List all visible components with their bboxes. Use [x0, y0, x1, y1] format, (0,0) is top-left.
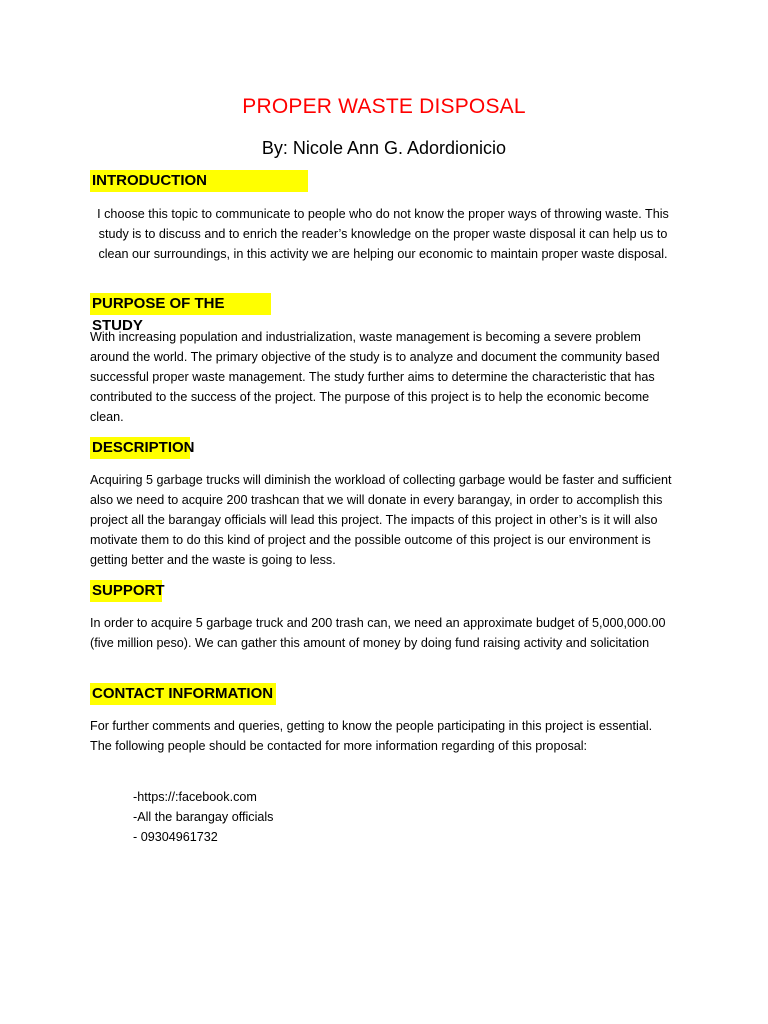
introduction-paragraph: I choose this topic to communicate to people who do not know the proper ways of throwing waste. This study is to discuss and to enrich the reader’s knowledge on the proper waste disposal it can help us to clean our surroundings, in this activity we are helping our economic to maintain proper waste disposal.: [97, 207, 669, 261]
contact-list: [133, 787, 273, 847]
heading-purpose: PURPOSE OF THE STUDY: [90, 293, 271, 315]
contact-item-officials: -All the barangay officials: [133, 810, 274, 824]
description-paragraph: Acquiring 5 garbage trucks will diminish the workload of collecting garbage would be faster and sufficient also we need to acquire 200 trashcan that we will donate in every barangay, in order to accomplish this project all the barangay officials will lead this project. The impacts of this project in other’s is it will also motivate them to do this kind of project and the possible outcome of this project is our environment is getting better and the waste is going to less.: [90, 473, 672, 567]
contact-item-phone: - 09304961732: [133, 830, 218, 844]
purpose-paragraph: With increasing population and industrialization, waste management is becoming a severe problem around the world. The primary objective of the study is to analyze and document the community based successful proper waste management. The study further aims to determine the characteristic that has contributed to the success of the project. The purpose of this project is to help the economic become clean.: [90, 330, 660, 424]
contact-item-facebook: -https://:facebook.com: [133, 790, 257, 804]
document-title: PROPER WASTE DISPOSAL: [242, 95, 526, 118]
document-author: By: Nicole Ann G. Adordionicio: [261, 138, 507, 158]
support-paragraph: In order to acquire 5 garbage truck and 200 trash can, we need an approximate budget of 5,000,000.00 (five million peso). We can gather this amount of money by doing fund raising activity and solicitation: [90, 616, 666, 650]
heading-description: DESCRIPTION: [90, 437, 190, 459]
contact-paragraph: For further comments and queries, getting to know the people participating in this project is essential. The following people should be contacted for more information regarding of this proposal:: [90, 719, 653, 753]
heading-contact: CONTACT INFORMATION: [90, 683, 276, 705]
heading-introduction: INTRODUCTION: [90, 170, 308, 192]
heading-support: SUPPORT: [90, 580, 162, 602]
